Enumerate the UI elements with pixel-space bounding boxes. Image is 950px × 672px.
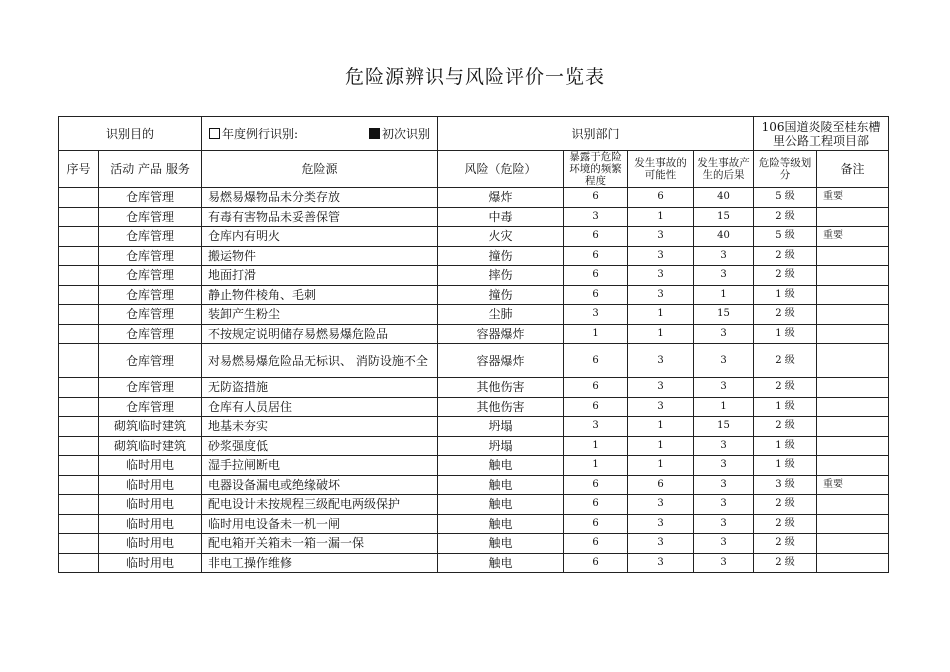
risk-cell: 爆炸	[438, 188, 564, 208]
likelihood-cell: 6	[628, 188, 694, 208]
risk-cell: 摔伤	[438, 266, 564, 286]
risk-cell: 尘肺	[438, 305, 564, 325]
col-activity: 活动 产品 服务	[99, 151, 202, 188]
row-number-cell	[59, 207, 99, 227]
table-row	[59, 495, 889, 515]
column-header-row	[59, 151, 889, 188]
exposure-cell: 3	[564, 207, 628, 227]
level-cell: 2 级	[754, 495, 817, 515]
exposure-cell: 6	[564, 534, 628, 554]
level-cell: 2 级	[754, 514, 817, 534]
risk-cell: 坍塌	[438, 436, 564, 456]
col-consequence: 发生事故产生的后果	[694, 151, 754, 188]
level-cell: 1 级	[754, 397, 817, 417]
risk-cell: 中毒	[438, 207, 564, 227]
hazard-cell: 临时用电设备未一机一闸	[202, 514, 438, 534]
activity-cell: 仓库管理	[99, 227, 202, 247]
row-number-cell	[59, 305, 99, 325]
col-exposure: 暴露于危险环境的频繁程度	[564, 151, 628, 188]
likelihood-cell: 3	[628, 495, 694, 515]
row-number-cell	[59, 417, 99, 437]
row-number-cell	[59, 266, 99, 286]
exposure-cell: 6	[564, 285, 628, 305]
activity-cell: 仓库管理	[99, 285, 202, 305]
likelihood-cell: 3	[628, 246, 694, 266]
activity-cell: 临时用电	[99, 553, 202, 573]
level-cell: 1 级	[754, 436, 817, 456]
row-number-cell	[59, 246, 99, 266]
activity-cell: 临时用电	[99, 456, 202, 476]
row-number-cell	[59, 397, 99, 417]
level-cell: 2 级	[754, 378, 817, 398]
exposure-cell: 3	[564, 305, 628, 325]
checkbox-checked-icon[interactable]	[369, 128, 380, 139]
hazard-cell: 静止物件棱角、毛刺	[202, 285, 438, 305]
note-cell	[817, 305, 889, 325]
activity-cell: 仓库管理	[99, 207, 202, 227]
exposure-cell: 6	[564, 378, 628, 398]
row-number-cell	[59, 324, 99, 344]
risk-cell: 火灾	[438, 227, 564, 247]
risk-cell: 触电	[438, 514, 564, 534]
likelihood-cell: 3	[628, 344, 694, 378]
consequence-cell: 40	[694, 227, 754, 247]
likelihood-cell: 6	[628, 475, 694, 495]
risk-cell: 触电	[438, 456, 564, 476]
exposure-cell: 6	[564, 475, 628, 495]
checkbox-unchecked-icon[interactable]	[209, 128, 220, 139]
note-cell	[817, 514, 889, 534]
activity-cell: 砌筑临时建筑	[99, 417, 202, 437]
note-cell	[817, 495, 889, 515]
note-cell	[817, 324, 889, 344]
likelihood-cell: 1	[628, 207, 694, 227]
row-number-cell	[59, 553, 99, 573]
likelihood-cell: 1	[628, 436, 694, 456]
hazard-cell: 装卸产生粉尘	[202, 305, 438, 325]
col-note: 备注	[817, 151, 889, 188]
risk-cell: 撞伤	[438, 285, 564, 305]
consequence-cell: 40	[694, 188, 754, 208]
table-row	[59, 305, 889, 325]
row-number-cell	[59, 188, 99, 208]
note-cell: 重要	[817, 475, 889, 495]
table-row	[59, 344, 889, 378]
table-row	[59, 456, 889, 476]
level-cell: 5 级	[754, 188, 817, 208]
exposure-cell: 6	[564, 266, 628, 286]
row-number-cell	[59, 495, 99, 515]
consequence-cell: 1	[694, 397, 754, 417]
exposure-cell: 1	[564, 456, 628, 476]
note-cell	[817, 436, 889, 456]
consequence-cell: 15	[694, 207, 754, 227]
risk-cell: 触电	[438, 495, 564, 515]
likelihood-cell: 1	[628, 417, 694, 437]
hazard-table	[58, 116, 889, 573]
likelihood-cell: 3	[628, 534, 694, 554]
table-row	[59, 534, 889, 554]
exposure-cell: 6	[564, 246, 628, 266]
consequence-cell: 3	[694, 436, 754, 456]
note-cell	[817, 553, 889, 573]
row-number-cell	[59, 436, 99, 456]
exposure-cell: 6	[564, 553, 628, 573]
activity-cell: 临时用电	[99, 534, 202, 554]
table-row	[59, 285, 889, 305]
hazard-cell: 地面打滑	[202, 266, 438, 286]
hazard-cell: 非电工操作维修	[202, 553, 438, 573]
likelihood-cell: 1	[628, 305, 694, 325]
activity-cell: 临时用电	[99, 475, 202, 495]
hazard-cell: 无防盗措施	[202, 378, 438, 398]
col-hazard: 危险源	[202, 151, 438, 188]
level-cell: 1 级	[754, 324, 817, 344]
table-row	[59, 436, 889, 456]
risk-cell: 坍塌	[438, 417, 564, 437]
activity-cell: 仓库管理	[99, 344, 202, 378]
level-cell: 2 级	[754, 344, 817, 378]
risk-cell: 触电	[438, 534, 564, 554]
hazard-cell: 电器设备漏电或绝缘破坏	[202, 475, 438, 495]
risk-cell: 其他伤害	[438, 378, 564, 398]
table-row	[59, 417, 889, 437]
hazard-cell: 易燃易爆物品未分类存放	[202, 188, 438, 208]
note-cell: 重要	[817, 188, 889, 208]
col-likelihood: 发生事故的可能性	[628, 151, 694, 188]
page-title: 危险源辨识与风险评价一览表	[344, 66, 605, 88]
activity-cell: 仓库管理	[99, 188, 202, 208]
consequence-cell: 3	[694, 514, 754, 534]
level-cell: 2 级	[754, 305, 817, 325]
row-number-cell	[59, 514, 99, 534]
note-cell	[817, 246, 889, 266]
risk-cell: 其他伤害	[438, 397, 564, 417]
table-row	[59, 475, 889, 495]
table-row	[59, 514, 889, 534]
table-row	[59, 553, 889, 573]
level-cell: 2 级	[754, 553, 817, 573]
consequence-cell: 3	[694, 475, 754, 495]
exposure-cell: 6	[564, 344, 628, 378]
consequence-cell: 3	[694, 378, 754, 398]
likelihood-cell: 3	[628, 285, 694, 305]
exposure-cell: 6	[564, 188, 628, 208]
purpose-options	[202, 117, 438, 151]
activity-cell: 仓库管理	[99, 246, 202, 266]
likelihood-cell: 1	[628, 324, 694, 344]
row-number-cell	[59, 456, 99, 476]
purpose-label: 识别目的	[59, 117, 202, 151]
table-row	[59, 227, 889, 247]
consequence-cell: 1	[694, 285, 754, 305]
note-cell	[817, 285, 889, 305]
row-number-cell	[59, 344, 99, 378]
consequence-cell: 3	[694, 456, 754, 476]
note-cell	[817, 397, 889, 417]
table-row	[59, 207, 889, 227]
level-cell: 1 级	[754, 456, 817, 476]
annual-option[interactable]: 年度例行识别:	[209, 127, 298, 141]
likelihood-cell: 3	[628, 397, 694, 417]
col-level: 危险等级划分	[754, 151, 817, 188]
initial-option[interactable]: 初次识别	[369, 127, 430, 141]
consequence-cell: 3	[694, 344, 754, 378]
exposure-cell: 6	[564, 227, 628, 247]
table-row	[59, 324, 889, 344]
consequence-cell: 3	[694, 534, 754, 554]
col-no: 序号	[59, 151, 99, 188]
likelihood-cell: 3	[628, 266, 694, 286]
activity-cell: 仓库管理	[99, 305, 202, 325]
level-cell: 3 级	[754, 475, 817, 495]
likelihood-cell: 1	[628, 456, 694, 476]
note-cell	[817, 344, 889, 378]
consequence-cell: 3	[694, 246, 754, 266]
activity-cell: 砌筑临时建筑	[99, 436, 202, 456]
exposure-cell: 1	[564, 324, 628, 344]
level-cell: 2 级	[754, 207, 817, 227]
hazard-cell: 配电设计未按规程三级配电两级保护	[202, 495, 438, 515]
exposure-cell: 1	[564, 436, 628, 456]
note-cell	[817, 266, 889, 286]
col-risk: 风险（危险）	[438, 151, 564, 188]
hazard-cell: 配电箱开关箱未一箱一漏一保	[202, 534, 438, 554]
exposure-cell: 6	[564, 514, 628, 534]
consequence-cell: 3	[694, 553, 754, 573]
table-row	[59, 266, 889, 286]
likelihood-cell: 3	[628, 553, 694, 573]
hazard-cell: 湿手拉闸断电	[202, 456, 438, 476]
likelihood-cell: 3	[628, 378, 694, 398]
table-row	[59, 246, 889, 266]
risk-cell: 触电	[438, 475, 564, 495]
level-cell: 5 级	[754, 227, 817, 247]
consequence-cell: 3	[694, 266, 754, 286]
exposure-cell: 3	[564, 417, 628, 437]
table-row	[59, 378, 889, 398]
hazard-cell: 搬运物件	[202, 246, 438, 266]
exposure-cell: 6	[564, 495, 628, 515]
risk-cell: 撞伤	[438, 246, 564, 266]
hazard-cell: 仓库内有明火	[202, 227, 438, 247]
note-cell	[817, 534, 889, 554]
dept-label: 识别部门	[438, 117, 754, 151]
note-cell	[817, 207, 889, 227]
row-number-cell	[59, 534, 99, 554]
consequence-cell: 3	[694, 324, 754, 344]
note-cell: 重要	[817, 227, 889, 247]
activity-cell: 仓库管理	[99, 266, 202, 286]
likelihood-cell: 3	[628, 227, 694, 247]
row-number-cell	[59, 378, 99, 398]
hazard-cell: 砂浆强度低	[202, 436, 438, 456]
level-cell: 1 级	[754, 285, 817, 305]
activity-cell: 仓库管理	[99, 397, 202, 417]
risk-cell: 容器爆炸	[438, 344, 564, 378]
header-row-purpose	[59, 117, 889, 151]
dept-value: 106国道炎陵至桂东槽里公路工程项目部	[754, 117, 889, 151]
activity-cell: 临时用电	[99, 495, 202, 515]
hazard-cell: 地基未夯实	[202, 417, 438, 437]
table-row	[59, 397, 889, 417]
hazard-cell: 仓库有人员居住	[202, 397, 438, 417]
level-cell: 2 级	[754, 266, 817, 286]
risk-cell: 触电	[438, 553, 564, 573]
activity-cell: 临时用电	[99, 514, 202, 534]
note-cell	[817, 417, 889, 437]
activity-cell: 仓库管理	[99, 324, 202, 344]
level-cell: 2 级	[754, 534, 817, 554]
row-number-cell	[59, 285, 99, 305]
level-cell: 2 级	[754, 246, 817, 266]
consequence-cell: 15	[694, 305, 754, 325]
activity-cell: 仓库管理	[99, 378, 202, 398]
exposure-cell: 6	[564, 397, 628, 417]
hazard-cell: 有毒有害物品未妥善保管	[202, 207, 438, 227]
row-number-cell	[59, 475, 99, 495]
hazard-cell: 对易燃易爆危险品无标识、 消防设施不全	[202, 344, 438, 378]
consequence-cell: 15	[694, 417, 754, 437]
risk-cell: 容器爆炸	[438, 324, 564, 344]
note-cell	[817, 378, 889, 398]
table-row	[59, 188, 889, 208]
hazard-cell: 不按规定说明储存易燃易爆危险品	[202, 324, 438, 344]
consequence-cell: 3	[694, 495, 754, 515]
row-number-cell	[59, 227, 99, 247]
note-cell	[817, 456, 889, 476]
likelihood-cell: 3	[628, 514, 694, 534]
level-cell: 2 级	[754, 417, 817, 437]
